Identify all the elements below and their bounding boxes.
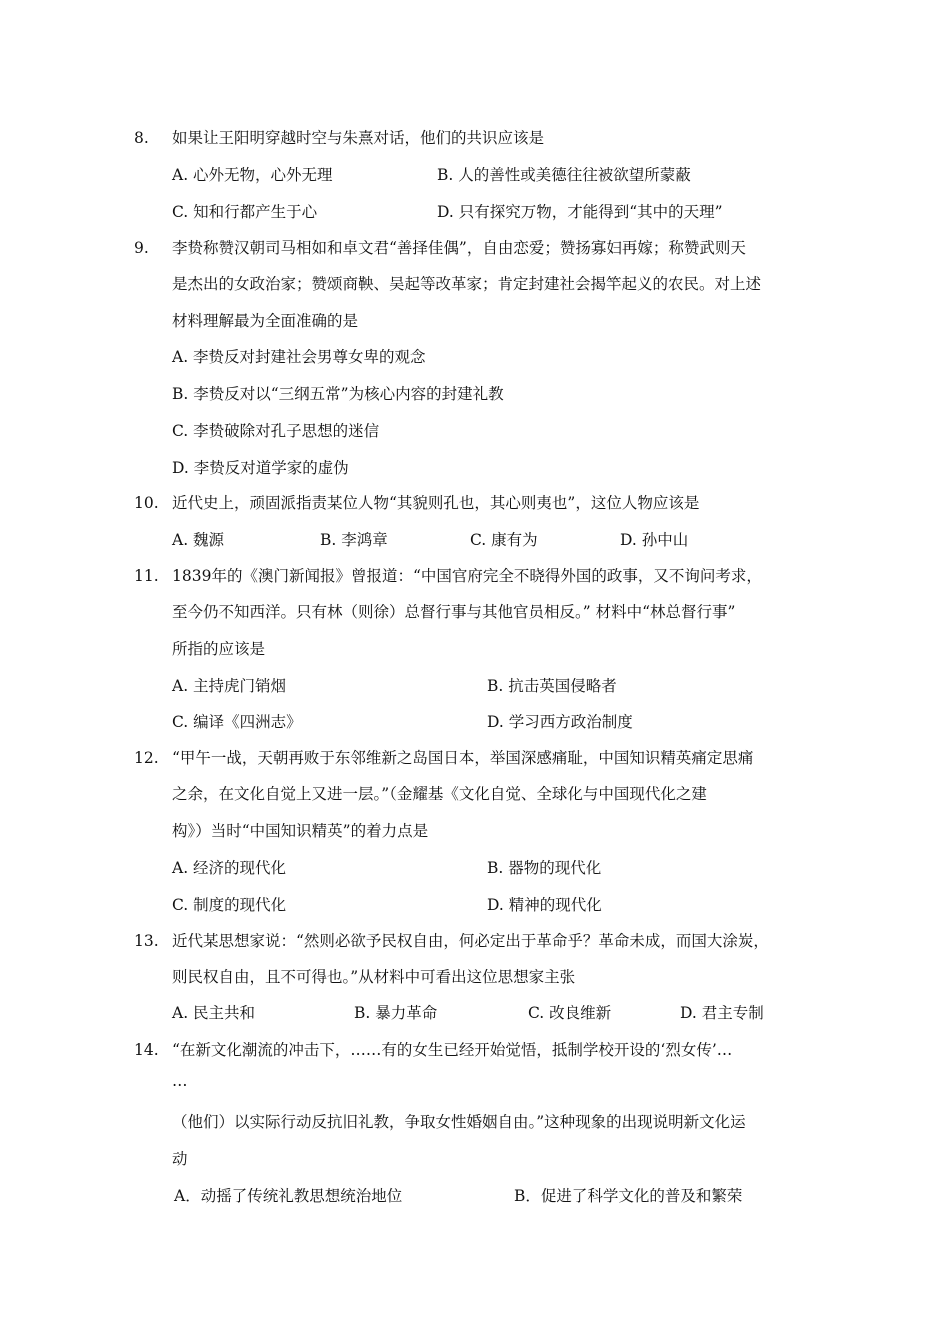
question-number: 11. [134,567,159,585]
option-c[interactable]: C. 改良维新 [528,1004,612,1022]
question-stem-line: 近代史上，顽固派指责某位人物“其貌则孔也，其心则夷也”，这位人物应该是 [172,494,700,512]
option-c[interactable]: C. 康有为 [470,531,538,549]
option-d[interactable]: D. 只有探究万物，才能得到“其中的天理” [437,203,723,221]
question-stem-line: （他们）以实际行动反抗旧礼教，争取女性婚姻自由。”这种现象的出现说明新文化运 [172,1113,746,1131]
option-c[interactable]: C. 编译《四洲志》 [172,713,302,731]
question-stem-line: 是杰出的女政治家；赞颂商鞅、吴起等改革家；肯定封建社会揭竿起义的农民。对上述 [172,275,762,293]
question-stem-line: “在新文化潮流的冲击下，……有的女生已经开始觉悟，抵制学校开设的‘烈女传’… [172,1041,733,1059]
option-a[interactable]: A. 主持虎门销烟 [172,677,287,695]
option-c[interactable]: C. 李贽破除对孔子思想的迷信 [172,422,380,440]
option-d[interactable]: D. 君主专制 [680,1004,764,1022]
option-b[interactable]: B. 李贽反对以“三纲五常”为核心内容的封建礼教 [172,385,504,403]
question-stem-line: … [172,1072,188,1090]
question-stem-line: “甲午一战，天朝再败于东邻维新之岛国日本，举国深感痛耻，中国知识精英痛定思痛 [172,749,754,767]
option-b[interactable]: B. 器物的现代化 [487,859,602,877]
option-b[interactable]: B. 暴力革命 [354,1004,438,1022]
question-stem-line: 李贽称赞汉朝司马相如和卓文君“善择佳偶”，自由恋爱；赞扬寡妇再嫁；称赞武则天 [172,239,746,257]
option-a[interactable]: A. 民主共和 [172,1004,256,1022]
option-a[interactable]: A．动摇了传统礼教思想统治地位 [174,1187,403,1205]
option-c[interactable]: C. 知和行都产生于心 [172,203,318,221]
option-b[interactable]: B. 抗击英国侵略者 [487,677,617,695]
option-b[interactable]: B．促进了科学文化的普及和繁荣 [514,1187,743,1205]
option-b[interactable]: B. 人的善性或美德往往被欲望所蒙蔽 [437,166,691,184]
question-stem-line: 则民权自由，且不可得也。”从材料中可看出这位思想家主张 [172,968,576,986]
option-c[interactable]: C. 制度的现代化 [172,896,287,914]
question-stem-line: 动 [172,1150,188,1168]
question-stem-line: 至今仍不知西洋。只有林（则徐）总督行事与其他官员相反。” 材料中“林总督行事” [172,603,736,621]
option-b[interactable]: B. 李鸿章 [320,531,388,549]
question-stem-line: 材料理解最为全面准确的是 [172,312,359,330]
question-number: 13. [134,932,159,950]
question-stem-line: 构》）当时“中国知识精英”的着力点是 [172,822,429,840]
option-d[interactable]: D. 学习西方政治制度 [487,713,633,731]
option-a[interactable]: A. 李贽反对封建社会男尊女卑的观念 [172,348,426,366]
option-a[interactable]: A. 经济的现代化 [172,859,287,877]
option-d[interactable]: D. 精神的现代化 [487,896,602,914]
question-number: 8. [134,129,149,147]
option-d[interactable]: D. 孙中山 [620,531,689,549]
question-stem-line: 所指的应该是 [172,640,266,658]
question-number: 14. [134,1041,159,1059]
question-number: 9. [134,239,149,257]
question-stem-line: 近代某思想家说：“然则必欲予民权自由，何必定出于革命乎？革命未成，而国大涂炭， [172,932,769,950]
option-d[interactable]: D. 李贽反对道学家的虚伪 [172,459,349,477]
question-stem-line: 如果让王阳明穿越时空与朱熹对话，他们的共识应该是 [172,129,545,147]
question-number: 10. [134,494,159,512]
option-a[interactable]: A. 魏源 [172,531,225,549]
question-stem-line: 之余，在文化自觉上又进一层。”（金耀基《文化自觉、全球化与中国现代化之建 [172,785,707,803]
question-stem-line: 1839年的《澳门新闻报》曾报道：“中国官府完全不晓得外国的政事，又不询问考求， [172,567,762,585]
question-number: 12. [134,749,159,767]
option-a[interactable]: A. 心外无物，心外无理 [172,166,333,184]
